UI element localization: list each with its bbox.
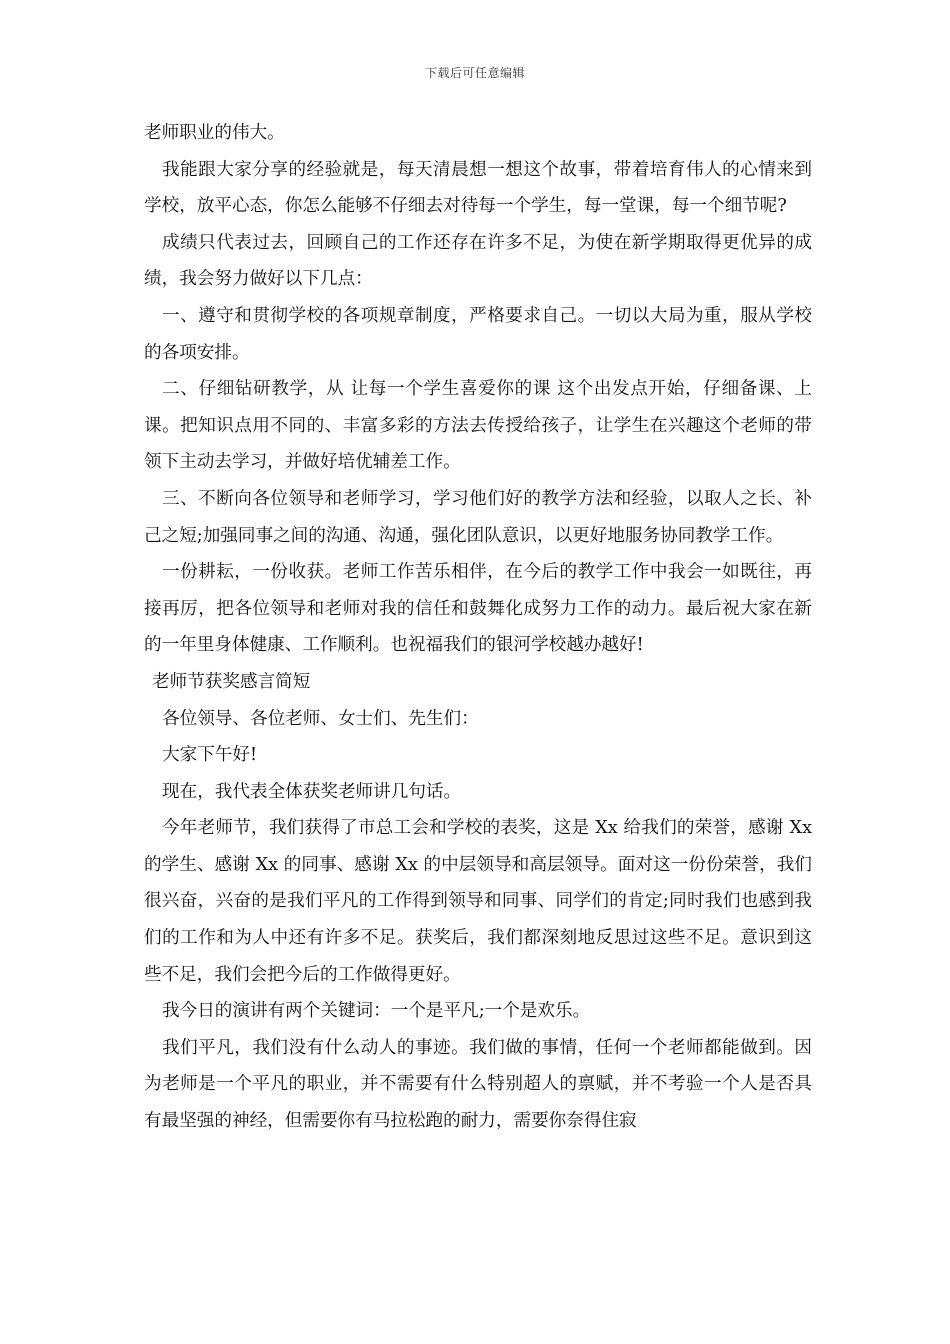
paragraph-award: 今年老师节，我们获得了市总工会和学校的表奖，这是 Xx 给我们的荣誉，感谢 Xx 的学生、感谢 Xx 的同事、感谢 Xx 的中层领导和高层领导。面对这一份份荣誉，我们很兴奋，兴奋的是我们平凡的工作得到领导和同事、同学们的肯定;同时我们也感到我们的工作和为人中还有许多不足。获奖后，我们都深刻地反思过这些不足。意识到这些不足，我们会把今后的工作做得更好。: [144, 818, 812, 985]
paragraph-point-two: 二、仔细钻研教学，从 让每一个学生喜爱你的课 这个出发点开始，仔细备课、上课。把知识点用不同的、丰富多彩的方法去传授给孩子，让学生在兴趣这个老师的带领下主动去学习，并做好培优辅差工作。: [144, 379, 812, 473]
paragraph-experience: 我能跟大家分享的经验就是，每天清晨想一想这个故事，带着培育伟人的心情来到学校，放平心态，你怎么能够不仔细去对待每一个学生，每一堂课，每一个细节呢?: [144, 159, 812, 217]
paragraph-point-one: 一、遵守和贯彻学校的各项规章制度，严格要求自己。一切以大局为重，服从学校的各项安排。: [144, 305, 812, 363]
paragraph-representing: 现在，我代表全体获奖老师讲几句话。: [162, 781, 462, 802]
paragraph-good-afternoon: 大家下午好!: [162, 745, 258, 766]
document-body: [144, 115, 812, 1140]
page-header: 下载后可任意编辑: [424, 66, 525, 80]
paragraph-continuation: 老师职业的伟大。: [144, 123, 285, 143]
section-heading: 老师节获奖感言简短: [152, 671, 311, 692]
paragraph-closing: 一份耕耘，一份收获。老师工作苦乐相伴，在今后的教学工作中我会一如既往，再接再厉，把各位领导和老师对我的信任和鼓舞化成努力工作的动力。最后祝大家在新的一年里身体健康、工作顺利。也祝福我们的银河学校越办越好!: [144, 562, 812, 656]
paragraph-point-three: 三、不断向各位领导和老师学习，学习他们好的教学方法和经验，以取人之长、补己之短;加强同事之间的沟通、沟通，强化团队意识，以更好地服务协同教学工作。: [144, 488, 812, 546]
paragraph-greeting: 各位领导、各位老师、女士们、先生们：: [162, 708, 479, 729]
paragraph-goals-intro: 成绩只代表过去，回顾自己的工作还存在许多不足，为使在新学期取得更优异的成绩，我会努力做好以下几点：: [144, 232, 812, 290]
paragraph-keywords: 我今日的演讲有两个关键词：一个是平凡;一个是欢乐。: [162, 1001, 591, 1022]
paragraph-ordinary: 我们平凡，我们没有什么动人的事迹。我们做的事情，任何一个老师都能做到。因为老师是一个平凡的职业，并不需要有什么特别超人的禀赋，并不考验一个人是否具有最坚强的神经，但需要你有马拉松跑的耐力，需要你奈得住寂: [144, 1037, 812, 1132]
